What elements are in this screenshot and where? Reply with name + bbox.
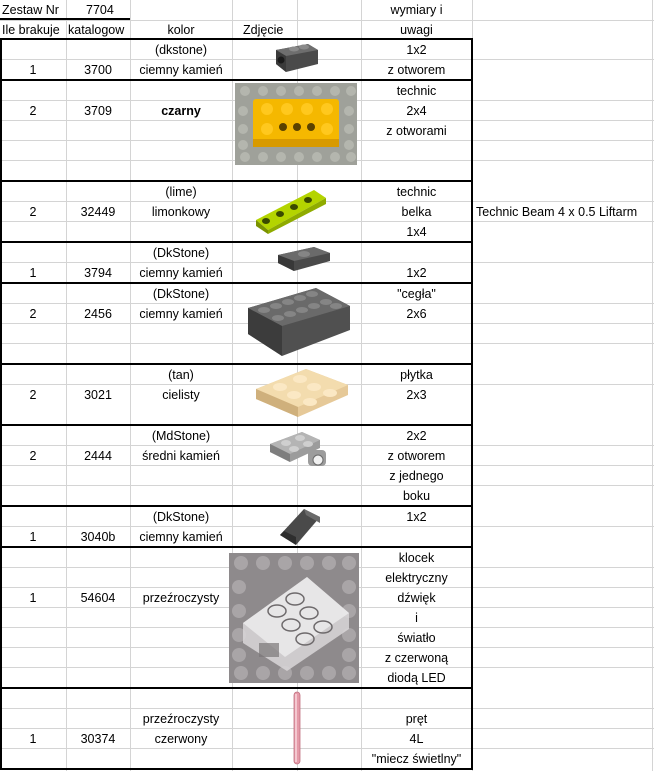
- notes[interactable]: elektryczny: [385, 571, 448, 585]
- color-code[interactable]: (DkStone): [152, 246, 210, 260]
- notes[interactable]: belka: [401, 205, 432, 219]
- notes[interactable]: płytka: [400, 368, 433, 382]
- color-name[interactable]: czarny: [161, 104, 201, 118]
- header-notes[interactable]: uwagi: [400, 23, 433, 37]
- color-name[interactable]: ciemny kamień: [139, 530, 223, 544]
- color-name[interactable]: przeźroczysty: [142, 591, 220, 605]
- header-photo[interactable]: Zdjęcie: [243, 23, 284, 37]
- catalog-number[interactable]: 30374: [80, 732, 116, 746]
- qty[interactable]: 2: [29, 449, 37, 463]
- dark-stone-technic-brick-icon: [272, 42, 320, 76]
- notes[interactable]: 2x3: [406, 388, 427, 402]
- notes[interactable]: z czerwoną: [384, 651, 449, 665]
- header-dimensions[interactable]: wymiary i: [390, 3, 443, 17]
- notes[interactable]: z otworami: [386, 124, 447, 138]
- notes[interactable]: z otworem: [387, 449, 446, 463]
- notes[interactable]: 2x6: [406, 307, 427, 321]
- tan-plate-icon: [254, 367, 350, 421]
- notes[interactable]: 1x2: [406, 510, 427, 524]
- catalog-number[interactable]: 3709: [84, 104, 112, 118]
- color-code[interactable]: (MdStone): [151, 429, 211, 443]
- notes[interactable]: 1x2: [406, 43, 427, 57]
- color-name[interactable]: średni kamień: [142, 449, 220, 463]
- qty[interactable]: 1: [29, 591, 37, 605]
- catalog-number[interactable]: 2444: [84, 449, 112, 463]
- notes[interactable]: 2x4: [406, 104, 427, 118]
- notes[interactable]: 2x2: [406, 429, 427, 443]
- notes[interactable]: technic: [396, 185, 437, 199]
- header-missing[interactable]: Ile brakuje: [2, 23, 60, 37]
- notes[interactable]: klocek: [398, 551, 435, 565]
- qty[interactable]: 1: [29, 266, 37, 280]
- lime-liftarm-icon: [250, 184, 330, 238]
- notes[interactable]: "miecz świetlny": [371, 752, 462, 766]
- notes[interactable]: światło: [397, 631, 436, 645]
- notes[interactable]: pręt: [405, 712, 428, 726]
- medium-stone-plate-icon: [268, 430, 330, 474]
- color-name[interactable]: ciemny kamień: [139, 307, 223, 321]
- catalog-number[interactable]: 54604: [80, 591, 116, 605]
- notes[interactable]: z otworem: [387, 63, 446, 77]
- catalog-number[interactable]: 3040b: [80, 530, 116, 544]
- qty[interactable]: 1: [29, 530, 37, 544]
- qty[interactable]: 1: [29, 63, 37, 77]
- notes[interactable]: technic: [396, 84, 437, 98]
- yellow-technic-plate-photo: [235, 83, 357, 165]
- notes[interactable]: "cegła": [397, 287, 436, 301]
- qty[interactable]: 2: [29, 307, 37, 321]
- part-english-name[interactable]: Technic Beam 4 x 0.5 Liftarm: [476, 205, 638, 219]
- color-code[interactable]: (dkstone): [154, 43, 208, 57]
- color-name[interactable]: przeźroczysty: [142, 712, 220, 726]
- color-name[interactable]: cielisty: [162, 388, 200, 402]
- qty[interactable]: 2: [29, 104, 37, 118]
- notes[interactable]: dźwięk: [397, 591, 436, 605]
- color-name[interactable]: limonkowy: [151, 205, 211, 219]
- notes[interactable]: boku: [402, 489, 431, 503]
- qty[interactable]: 1: [29, 732, 37, 746]
- color-code[interactable]: (DkStone): [152, 510, 210, 524]
- color-code[interactable]: (DkStone): [152, 287, 210, 301]
- dark-stone-slope-icon: [278, 507, 324, 547]
- catalog-number[interactable]: 2456: [84, 307, 112, 321]
- notes[interactable]: diodą LED: [387, 671, 446, 685]
- notes[interactable]: 4L: [409, 732, 424, 746]
- transparent-light-brick-photo: [229, 553, 359, 683]
- catalog-number[interactable]: 3700: [84, 63, 112, 77]
- header-catalog[interactable]: katalogow: [68, 23, 125, 37]
- header-color[interactable]: kolor: [167, 23, 195, 37]
- catalog-number[interactable]: 32449: [80, 205, 116, 219]
- transparent-red-bar-icon: [290, 690, 304, 766]
- notes[interactable]: z jednego: [389, 469, 444, 483]
- catalog-number[interactable]: 3021: [84, 388, 112, 402]
- color-name[interactable]: ciemny kamień: [139, 63, 223, 77]
- color-name[interactable]: ciemny kamień: [139, 266, 223, 280]
- notes[interactable]: i: [415, 611, 418, 625]
- color-code[interactable]: (tan): [168, 368, 194, 382]
- color-name-secondary[interactable]: czerwony: [154, 732, 208, 746]
- set-label[interactable]: Zestaw Nr: [2, 3, 59, 17]
- set-number[interactable]: 7704: [86, 3, 114, 17]
- qty[interactable]: 2: [29, 205, 37, 219]
- notes[interactable]: 1x4: [406, 225, 427, 239]
- grid-line: [652, 0, 653, 771]
- dark-stone-jumper-plate-icon: [276, 245, 332, 273]
- notes[interactable]: 1x2: [406, 266, 427, 280]
- qty[interactable]: 2: [29, 388, 37, 402]
- catalog-number[interactable]: 3794: [84, 266, 112, 280]
- color-code[interactable]: (lime): [165, 185, 197, 199]
- dark-stone-brick-2x6-icon: [246, 286, 352, 360]
